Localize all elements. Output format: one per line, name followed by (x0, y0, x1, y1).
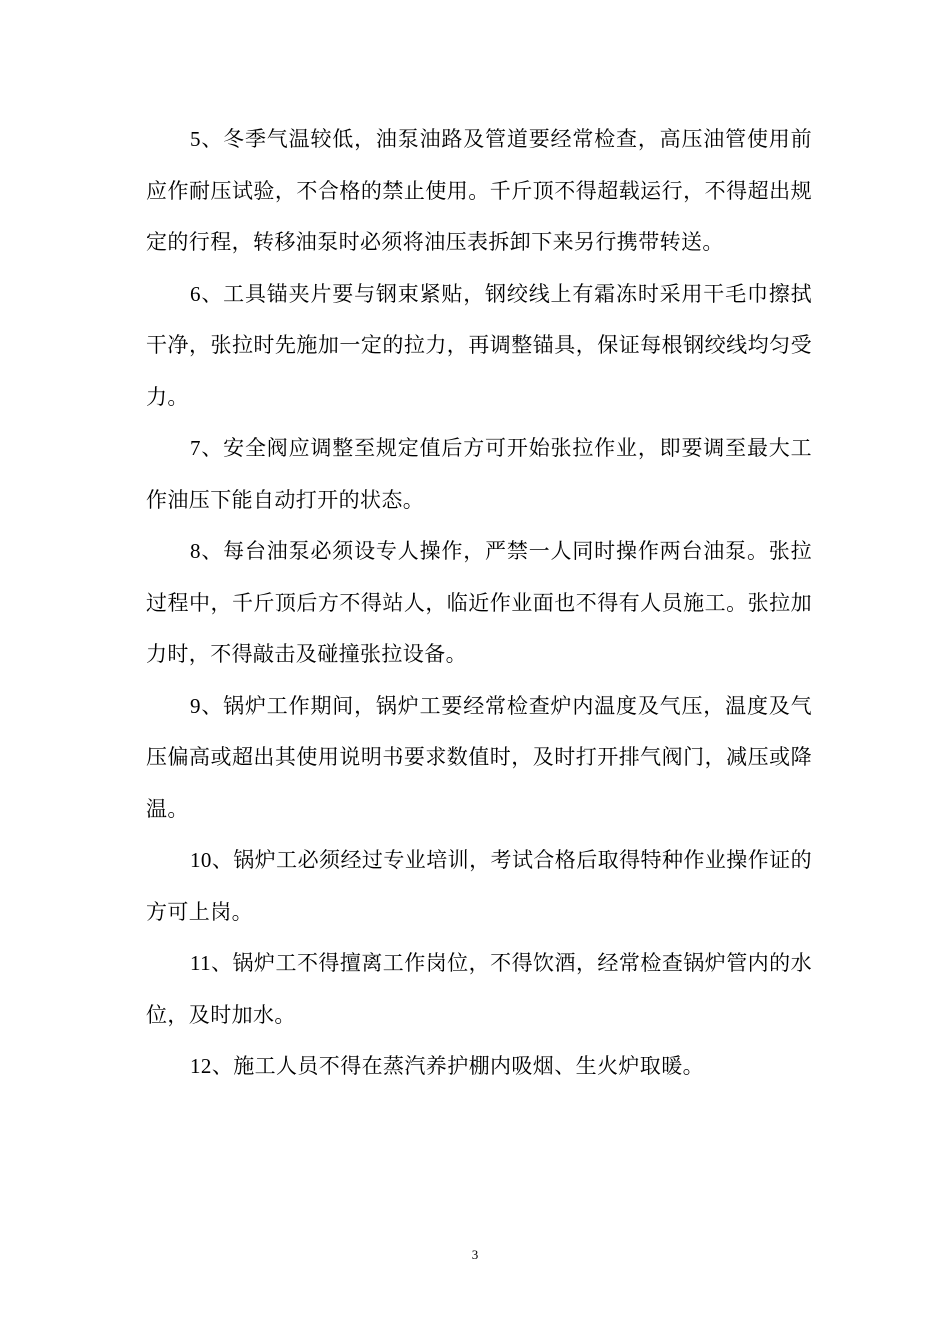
paragraph-item-10 (146, 835, 812, 938)
paragraph-text: 、施工人员不得在蒸汽养护棚内吸烟、生火炉取暖。 (211, 1054, 705, 1078)
paragraph-text: 、锅炉工不得擅离工作岗位，不得饮酒，经常检查锅炉管内的水位，及时加水。 (146, 951, 812, 1027)
paragraph-item-5 (146, 114, 812, 269)
paragraph-item-8 (146, 526, 812, 681)
paragraph-number: 7 (190, 436, 201, 460)
paragraph-item-11 (146, 938, 812, 1041)
paragraph-number: 6 (190, 281, 201, 306)
paragraph-text: 、每台油泵必须设专人操作，严禁一人同时操作两台油泵。张拉过程中，千斤顶后方不得站人，临近作业面也不得有人员施工。张拉加力时，不得敲击及碰撞张拉设备。 (146, 539, 812, 666)
paragraph-text: 、锅炉工作期间，锅炉工要经常检查炉内温度及气压，温度及气压偏高或超出其使用说明书要求数值时，及时打开排气阀门，减压或降温。 (146, 693, 812, 821)
paragraph-number: 10 (190, 848, 212, 872)
paragraph-number: 12 (190, 1054, 212, 1078)
paragraph-text: 、锅炉工必须经过专业培训，考试合格后取得特种作业操作证的方可上岗。 (146, 848, 812, 924)
paragraph-number: 9 (190, 693, 201, 718)
paragraph-item-9 (146, 681, 812, 836)
paragraph-number: 5 (190, 127, 201, 151)
paragraph-text: 、工具锚夹片要与钢束紧贴，钢绞线上有霜冻时采用干毛巾擦拭干净，张拉时先施加一定的拉力，再调整锚具，保证每根钢绞线均匀受力。 (146, 281, 812, 409)
paragraph-text: 、安全阀应调整至规定值后方可开始张拉作业，即要调至最大工作油压下能自动打开的状态。 (146, 436, 812, 512)
paragraph-number: 8 (190, 539, 201, 563)
page-number: 3 (471, 1247, 479, 1262)
document-body (146, 114, 812, 1093)
paragraph-item-6 (146, 269, 812, 424)
paragraph-number: 11 (190, 951, 212, 975)
paragraph-item-12 (146, 1041, 812, 1093)
paragraph-item-7 (146, 423, 812, 526)
paragraph-text: 、冬季气温较低，油泵油路及管道要经常检查，高压油管使用前应作耐压试验，不合格的禁止使用。千斤顶不得超载运行，不得超出规定的行程，转移油泵时必须将油压表拆卸下来另行携带转送。 (146, 127, 812, 254)
